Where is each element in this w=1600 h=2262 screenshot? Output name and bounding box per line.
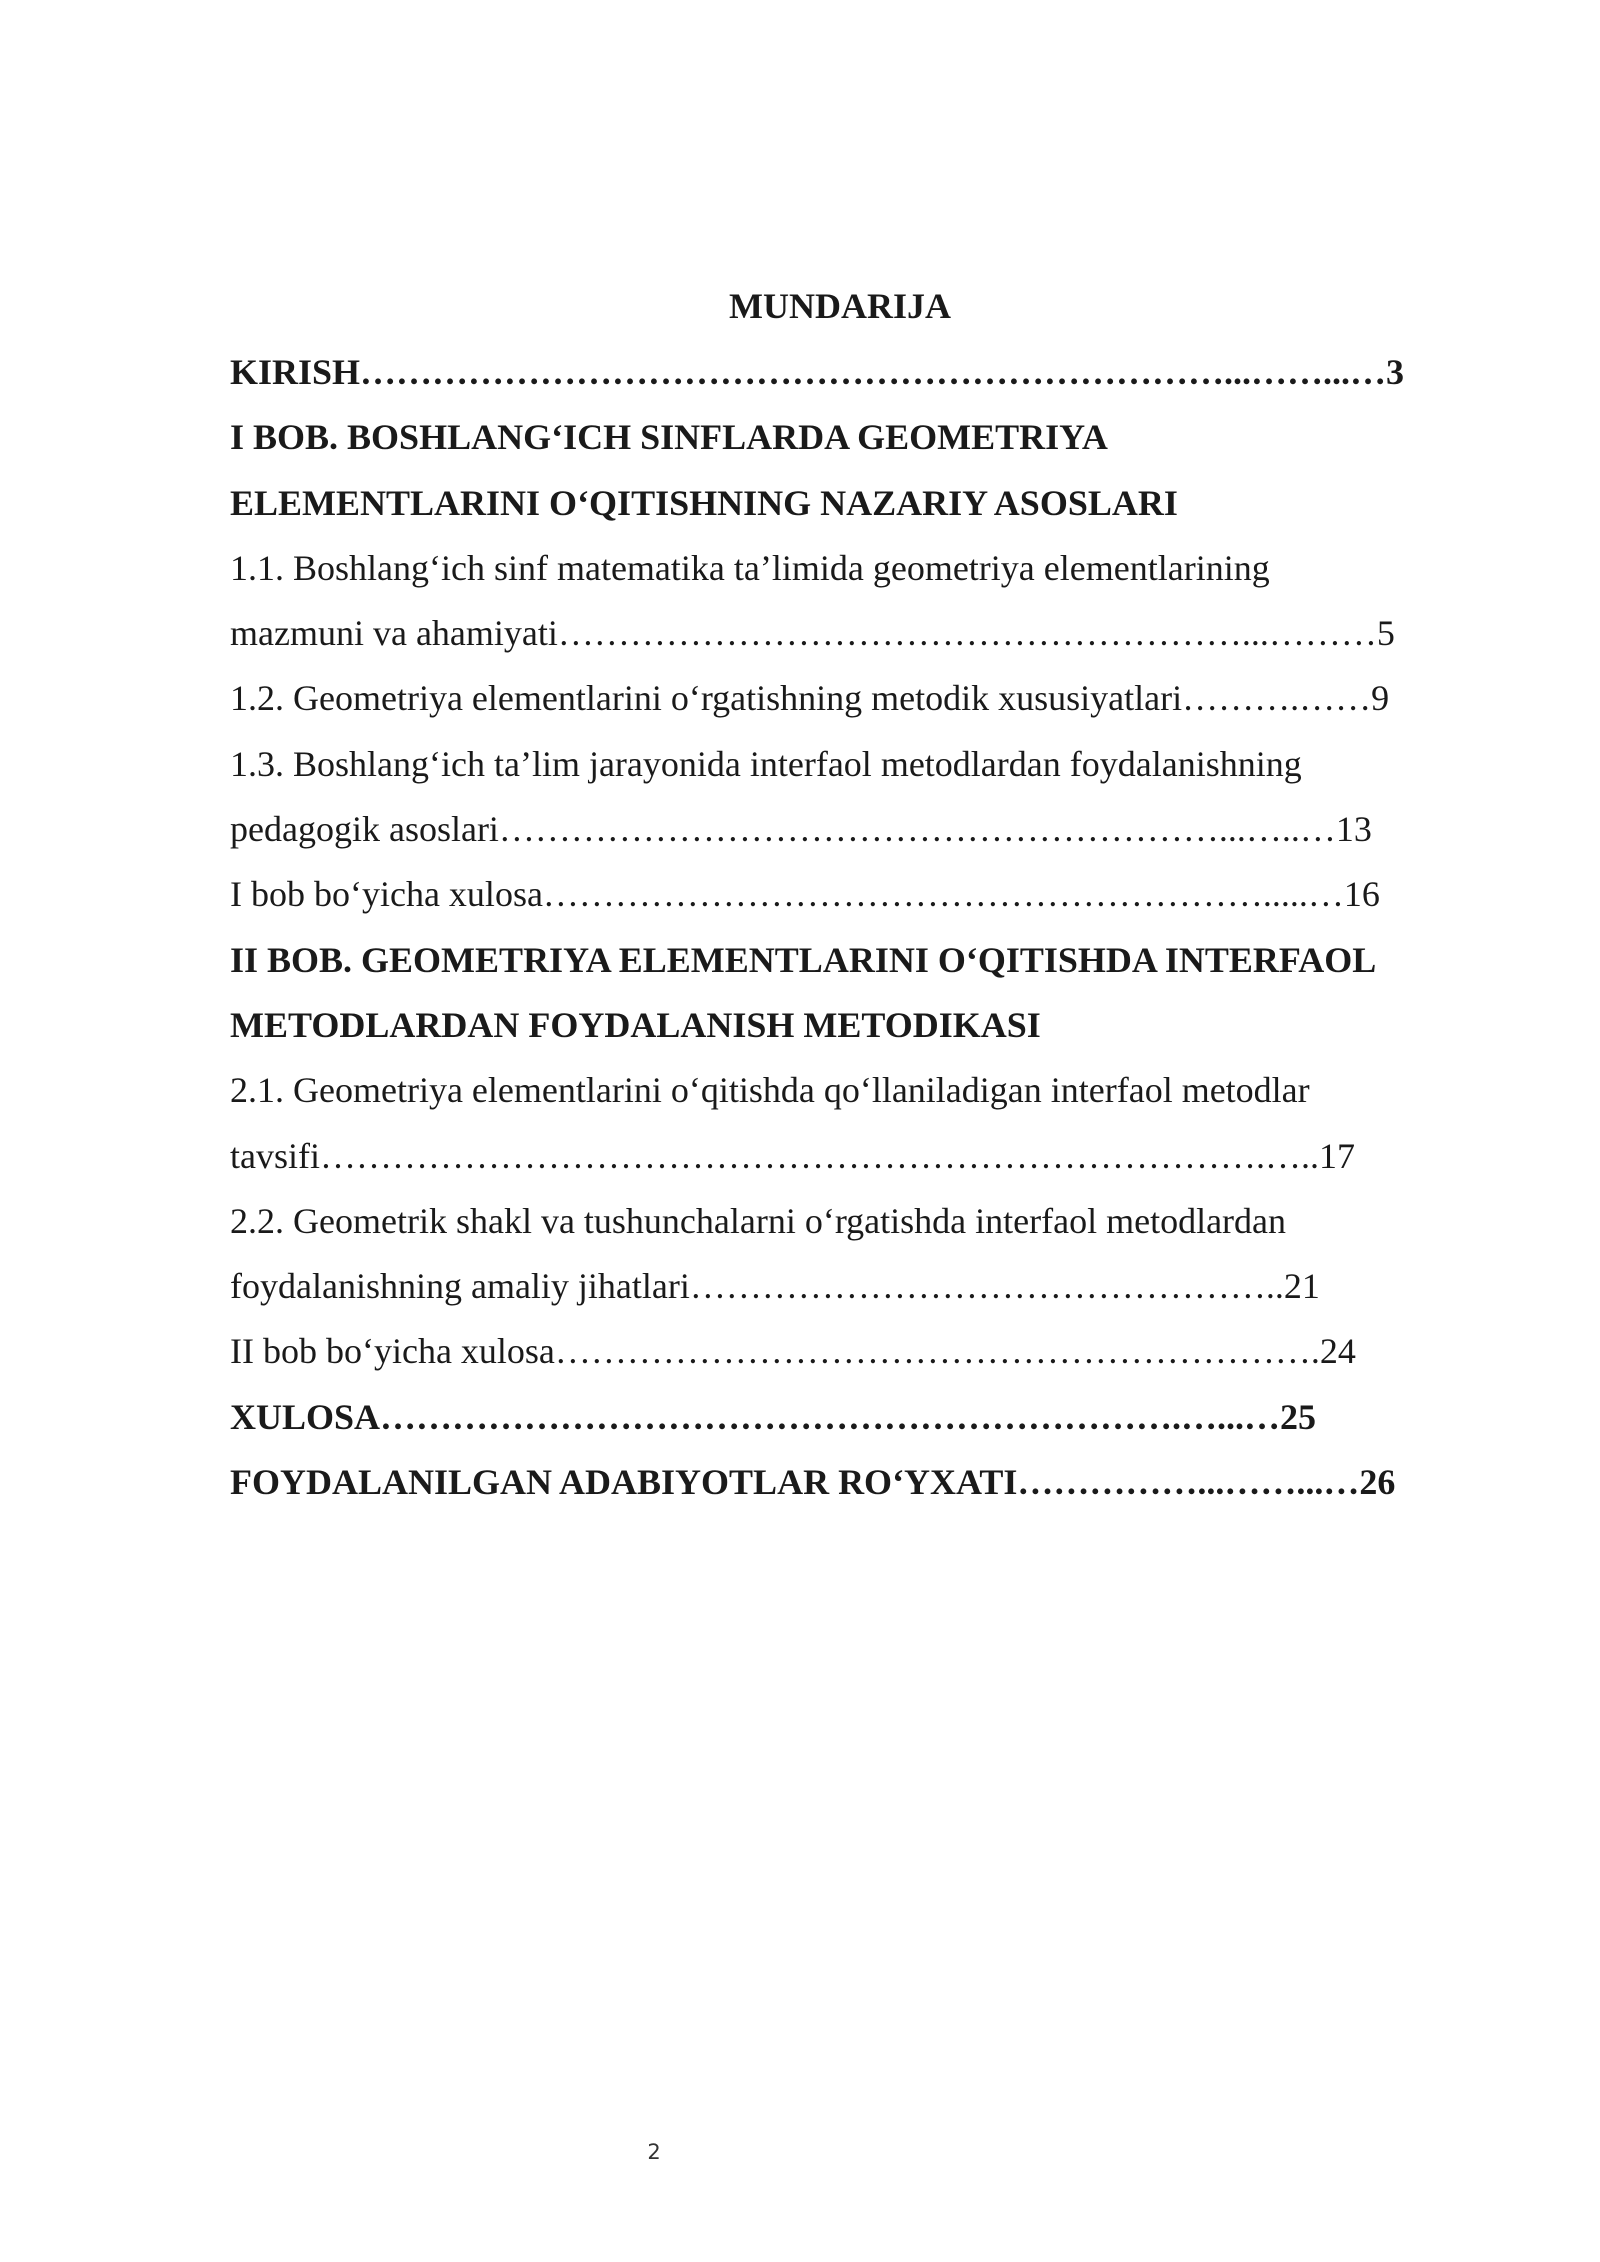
toc-section-1-2: 1.2. Geometriya elementlarini o‘rgatishning metodik xususiyatlari……….……9 xyxy=(230,678,1390,719)
toc-title: MUNDARIJA xyxy=(729,286,951,326)
toc-section-1-1-line-2: mazmuni va ahamiyati…………………………………………………...………5 xyxy=(230,613,1395,654)
toc-chapter-1-summary: I bob bo‘yicha xulosa…………………………………………………….....…16 xyxy=(230,874,1380,915)
toc-entry-introduction: KIRISH………………………………………………………………...……...…3 xyxy=(230,352,1405,392)
toc-section-1-3-line-1: 1.3. Boshlang‘ich ta’lim jarayonida interfaol metodlardan foydalanishning xyxy=(230,743,1302,784)
table-of-contents xyxy=(230,340,1452,1515)
page-number: 2 xyxy=(647,2140,661,2164)
toc-section-1-3-line-2: pedagogik asoslari……………………………………………………...…..…13 xyxy=(230,809,1372,850)
toc-entry-references: FOYDALANILGAN ADABIYOTLAR RO‘YXATI……………...……...…26 xyxy=(230,1462,1396,1503)
toc-chapter-2-summary: II bob bo‘yicha xulosa……………………………………………………….24 xyxy=(230,1331,1356,1372)
toc-section-2-1-line-2: tavsifi…………………………………………………………………….…..17 xyxy=(230,1135,1355,1176)
toc-chapter-2-heading-line-2: METODLARDAN FOYDALANISH METODIKASI xyxy=(230,1004,1041,1045)
toc-section-2-2-line-2: foydalanishning amaliy jihatlari…………………………………………..21 xyxy=(230,1266,1320,1307)
toc-entry-conclusion: XULOSA………………………………………………………….…...…25 xyxy=(230,1396,1317,1437)
toc-section-1-1-line-1: 1.1. Boshlang‘ich sinf matematika ta’limida geometriya elementlarining xyxy=(230,547,1270,588)
toc-section-2-1-line-1: 2.1. Geometriya elementlarini o‘qitishda qo‘llaniladigan interfaol metodlar xyxy=(230,1070,1310,1111)
toc-section-2-2-line-1: 2.2. Geometrik shakl va tushunchalarni o‘rgatishda interfaol metodlardan xyxy=(230,1200,1287,1241)
toc-chapter-2-heading-line-1: II BOB. GEOMETRIYA ELEMENTLARINI O‘QITISHDA INTERFAOL xyxy=(230,939,1377,980)
toc-chapter-1-heading-line-1: I BOB. BOSHLANG‘ICH SINFLARDA GEOMETRIYA xyxy=(230,417,1108,458)
toc-chapter-1-heading-line-2: ELEMENTLARINI O‘QITISHNING NAZARIY ASOSLARI xyxy=(230,482,1178,523)
